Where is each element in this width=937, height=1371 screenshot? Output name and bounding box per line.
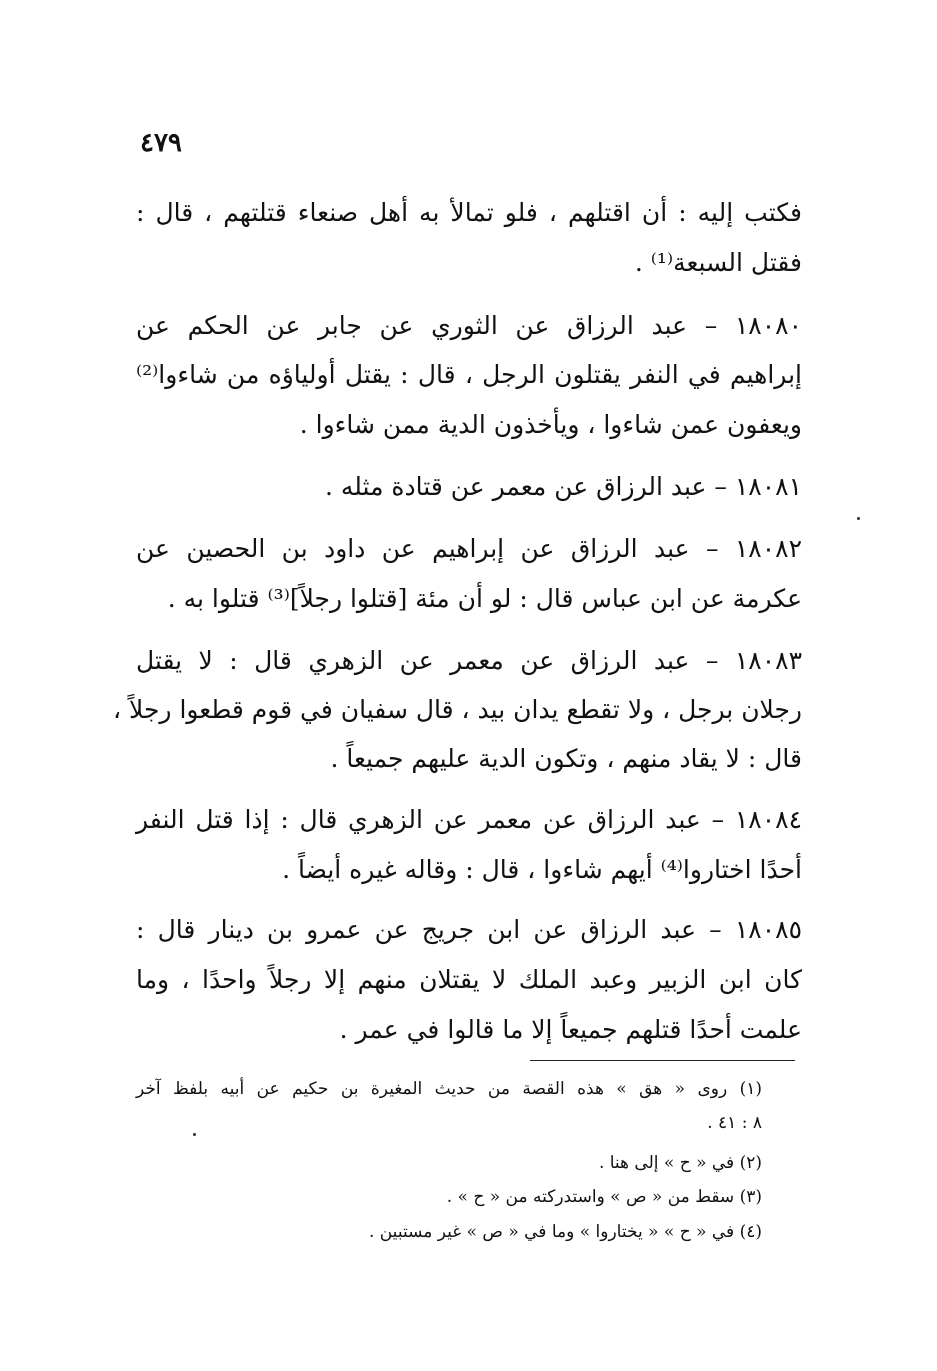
hadith-line: رجلان برجل ، ولا تقطع يدان بيد ، قال سفيان في قوم قطعوا رجلاً ، <box>113 695 802 724</box>
hadith-line: ١٨٠٨١ – عبد الرزاق عن معمر عن قتادة مثله . <box>324 472 802 501</box>
hadith-line: أحدًا اختاروا⁽⁴⁾ أيهم شاءوا ، قال : وقاله غيره أيضاً . <box>282 855 802 884</box>
hadith-line: علمت أحدًا قتلهم جميعاً إلا ما قالوا في عمر . <box>339 1015 802 1044</box>
scan-speck <box>193 1133 196 1136</box>
footnote-line: (٢) في « ح » إلى هنا . <box>598 1153 762 1173</box>
scan-speck <box>857 517 860 520</box>
hadith-line: ١٨٠٨٥ – عبد الرزاق عن ابن جريج عن عمرو بن دينار قال : <box>136 915 802 944</box>
hadith-line: ١٨٠٨٢ – عبد الرزاق عن إبراهيم عن داود بن الحصين عن <box>136 534 802 563</box>
text-line: فكتب إليه : أن اقتلهم ، فلو تمالأ به أهل صنعاء قتلتهم ، قال : <box>136 198 802 227</box>
footnote-line: (٣) سقط من « ص » واستدركته من « ح » . <box>446 1187 762 1207</box>
hadith-line: ١٨٠٨٤ – عبد الرزاق عن معمر عن الزهري قال : إذا قتل النفر <box>136 805 802 834</box>
page-number: ٤٧٩ <box>140 128 182 158</box>
footnote-line: (٤) في « ح » « يختاروا » وما في « ص » غير مستبين . <box>368 1222 762 1242</box>
hadith-line: إبراهيم في النفر يقتلون الرجل ، قال : يقتل أولياؤه من شاءوا⁽²⁾ <box>136 360 802 389</box>
hadith-line: ويعفون عمن شاءوا ، ويأخذون الدية ممن شاءوا . <box>299 410 802 439</box>
hadith-line: ١٨٠٨٣ – عبد الرزاق عن معمر عن الزهري قال : لا يقتل <box>136 646 802 675</box>
hadith-line: قال : لا يقاد منهم ، وتكون الدية عليهم جميعاً . <box>330 744 802 773</box>
hadith-line: عكرمة عن ابن عباس قال : لو أن مئة [قتلوا رجلاً]⁽³⁾ قتلوا به . <box>167 584 802 613</box>
text-line: فقتل السبعة⁽¹⁾ . <box>634 248 802 277</box>
footnote-separator <box>530 1060 795 1061</box>
footnote-line: ٨ : ٤١ . <box>707 1113 762 1133</box>
hadith-line: ١٨٠٨٠ – عبد الرزاق عن الثوري عن جابر عن الحكم عن <box>136 311 802 340</box>
footnote-line: (١) روى « هق » هذه القصة من حديث المغيرة بن حكيم عن أبيه بلفظ آخر <box>136 1079 762 1099</box>
hadith-line: كان ابن الزبير وعبد الملك لا يقتلان منهم إلا رجلاً واحدًا ، وما <box>136 965 802 994</box>
